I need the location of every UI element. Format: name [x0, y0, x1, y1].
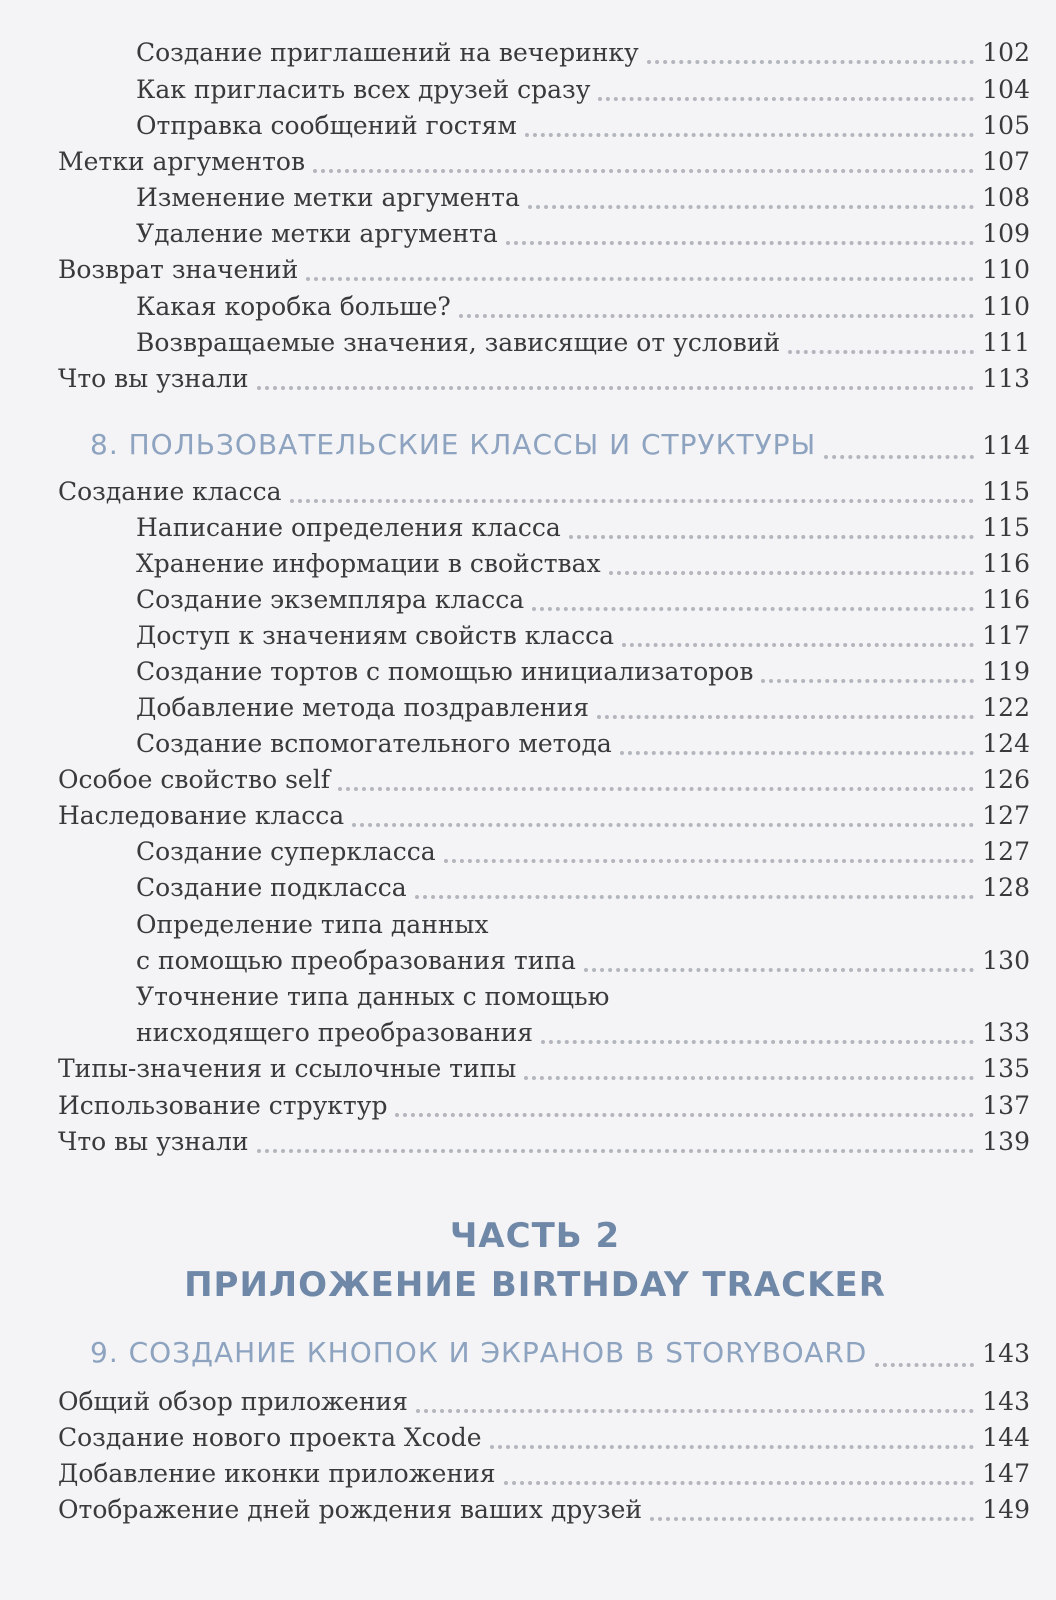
toc-entry [0, 1456, 1030, 1492]
toc-entry [0, 216, 1030, 252]
toc-entry-label: Создание приглашений на вечеринку [136, 38, 639, 67]
toc-entry-label: Создание подкласса [136, 873, 407, 902]
toc-entry-label: Что вы узнали [58, 1127, 249, 1156]
toc-entry-label: Добавление иконки приложения [58, 1459, 496, 1488]
toc-entry-label: Добавление метода поздравления [136, 693, 590, 722]
toc-entry [0, 474, 1030, 510]
toc-entry-label: с помощью преобразования типа [136, 946, 576, 975]
toc-page-number: 113 [982, 364, 1030, 393]
toc-page-number: 119 [982, 657, 1030, 686]
toc-page-number: 143 [982, 1387, 1030, 1416]
leader-dots [541, 1039, 974, 1044]
toc-page-number: 126 [982, 765, 1030, 794]
toc-page-number: 137 [982, 1091, 1030, 1120]
toc-entry [0, 762, 1030, 798]
toc-page-number: 127 [982, 837, 1030, 866]
toc-entry [0, 252, 1030, 288]
toc-entry [0, 325, 1030, 361]
toc-page-number: 104 [982, 75, 1030, 104]
toc-page-number: 116 [982, 549, 1030, 578]
toc-entry [0, 618, 1030, 654]
leader-dots [532, 606, 974, 611]
toc-entry-label: Хранение информации в свойствах [136, 549, 601, 578]
toc-page-number: 110 [982, 292, 1030, 321]
toc-page-number: 115 [982, 513, 1030, 542]
toc-entry [0, 1124, 1030, 1160]
leader-dots [528, 204, 974, 209]
toc-page-number: 115 [982, 477, 1030, 506]
toc-page-number: 105 [982, 111, 1030, 140]
toc-entry-label: Написание определения класса [136, 513, 561, 542]
leader-dots [352, 822, 974, 827]
leader-dots [524, 1075, 974, 1080]
toc-entry-label: Какая коробка больше? [136, 292, 451, 321]
toc-entry-label: Отображение дней рождения ваших друзей [58, 1495, 643, 1524]
toc-entry-label: Метки аргументов [58, 147, 306, 176]
toc-page-number: 110 [982, 255, 1030, 284]
leader-dots [650, 1516, 974, 1521]
leader-dots [788, 349, 974, 354]
leader-dots [306, 276, 974, 281]
leader-dots [257, 385, 975, 390]
toc-page-number: 128 [982, 873, 1030, 902]
toc-entry [0, 361, 1030, 397]
toc-entry-label: Типы-значения и ссылочные типы [58, 1054, 517, 1083]
leader-dots [416, 1408, 974, 1413]
leader-dots [459, 313, 974, 318]
toc-entry-label: Создание экземпляра класса [136, 585, 525, 614]
toc-entry [0, 1420, 1030, 1456]
toc-entry [0, 943, 1030, 979]
leader-dots [622, 642, 974, 647]
leader-dots [609, 570, 975, 575]
leader-dots [620, 750, 974, 755]
toc-page-number: 117 [982, 621, 1030, 650]
toc-entry [0, 1051, 1030, 1087]
leader-dots [444, 858, 975, 863]
chapter-heading [0, 1336, 1030, 1376]
leader-dots [597, 714, 974, 719]
leader-dots [647, 59, 975, 64]
toc-entry-label: Возвращаемые значения, зависящие от условий [136, 328, 781, 357]
leader-dots [584, 967, 974, 972]
toc-entry-label-line1: Уточнение типа данных с помощью [136, 982, 610, 1011]
toc-page-number: 116 [982, 585, 1030, 614]
toc-entry-label: Как пригласить всех друзей сразу [136, 75, 591, 104]
leader-dots [504, 1480, 975, 1485]
toc-page-number: 109 [982, 219, 1030, 248]
toc-entry-label: Создание тортов с помощью инициализаторов [136, 657, 754, 686]
chapter-title: 9. СОЗДАНИЕ КНОПОК И ЭКРАНОВ В STORYBOARD [90, 1336, 868, 1369]
leader-dots [598, 96, 974, 101]
leader-dots [875, 1362, 974, 1367]
toc-entry [0, 1015, 1030, 1051]
leader-dots [338, 786, 974, 791]
leader-dots [415, 894, 975, 899]
toc-page-number: 127 [982, 801, 1030, 830]
toc-page-number: 139 [982, 1127, 1030, 1156]
toc-page-number: 108 [982, 183, 1030, 212]
toc-page-number: 144 [982, 1423, 1030, 1452]
part-heading-title: ПРИЛОЖЕНИЕ BIRTHDAY TRACKER [184, 1265, 886, 1305]
chapter-page-number: 143 [982, 1339, 1030, 1368]
toc-entry [0, 798, 1030, 834]
toc-entry [0, 289, 1030, 325]
toc-entry [0, 582, 1030, 618]
toc-entry [0, 1088, 1030, 1124]
toc-entry-label: нисходящего преобразования [136, 1018, 534, 1047]
toc-page-number: 147 [982, 1459, 1030, 1488]
toc-page-number: 149 [982, 1495, 1030, 1524]
toc-entry-label: Создание суперкласса [136, 837, 436, 866]
leader-dots [395, 1112, 974, 1117]
toc-entry [0, 144, 1030, 180]
toc-entry-label-line1: Определение типа данных [136, 910, 489, 939]
toc-entry-label: Создание вспомогательного метода [136, 729, 612, 758]
toc-entry-label: Использование структур [58, 1091, 388, 1120]
toc-entry [0, 108, 1030, 144]
toc-entry [0, 72, 1030, 108]
toc-entry [0, 654, 1030, 690]
toc-entry-label: Доступ к значениям свойств класса [136, 621, 615, 650]
toc-entry-label: Создание нового проекта Xcode [58, 1423, 482, 1452]
toc-entry-label: Изменение метки аргумента [136, 183, 520, 212]
leader-dots [525, 132, 975, 137]
toc-entry [0, 834, 1030, 870]
toc-entry [0, 546, 1030, 582]
toc-page-number: 122 [982, 693, 1030, 722]
chapter-title: 8. ПОЛЬЗОВАТЕЛЬСКИЕ КЛАССЫ И СТРУКТУРЫ [90, 428, 817, 461]
leader-dots [506, 240, 975, 245]
toc-page-number: 130 [982, 946, 1030, 975]
toc-page-number: 102 [982, 38, 1030, 67]
toc-entry-label: Отправка сообщений гостям [136, 111, 517, 140]
toc-entry-label: Создание класса [58, 477, 282, 506]
leader-dots [761, 678, 974, 683]
toc-entry [0, 180, 1030, 216]
toc-entry-label: Что вы узнали [58, 364, 249, 393]
leader-dots [290, 498, 975, 503]
toc-entry [0, 35, 1030, 71]
toc-page-number: 133 [982, 1018, 1030, 1047]
toc-entry [0, 726, 1030, 762]
toc-entry [0, 1492, 1030, 1528]
toc-entry [0, 690, 1030, 726]
toc-entry-label: Удаление метки аргумента [136, 219, 498, 248]
toc-entry [0, 870, 1030, 906]
toc-entry-label: Общий обзор приложения [58, 1387, 408, 1416]
toc-entry-label: Возврат значений [58, 255, 299, 284]
leader-dots [569, 534, 975, 539]
leader-dots [257, 1148, 975, 1153]
toc-entry-label: Особое свойство self [58, 765, 330, 794]
part-heading-number: ЧАСТЬ 2 [449, 1216, 621, 1256]
toc-page-number: 124 [982, 729, 1030, 758]
toc-entry [0, 510, 1030, 546]
leader-dots [313, 168, 974, 173]
toc-page-number: 135 [982, 1054, 1030, 1083]
leader-dots [824, 454, 974, 459]
chapter-heading [0, 428, 1030, 468]
chapter-page-number: 114 [982, 431, 1030, 460]
toc-page-number: 107 [982, 147, 1030, 176]
toc-entry [0, 1384, 1030, 1420]
toc-page-number: 111 [982, 328, 1030, 357]
leader-dots [490, 1444, 975, 1449]
toc-entry-label: Наследование класса [58, 801, 345, 830]
